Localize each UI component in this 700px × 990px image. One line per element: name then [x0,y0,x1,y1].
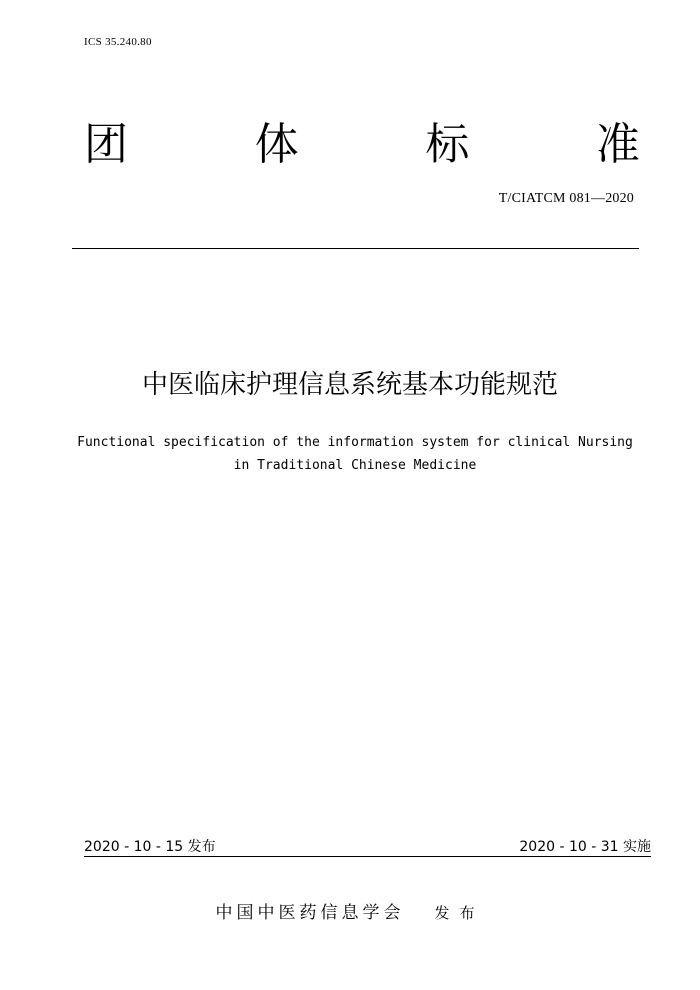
standard-type-char: 标 [425,119,470,170]
publisher-line [0,901,700,925]
standard-type-char: 体 [254,119,299,170]
document-title-english-line2: in Traditional Chinese Medicine [233,458,477,473]
document-title-chinese: 中医临床护理信息系统基本功能规范 [141,370,558,400]
document-title-english [60,431,650,477]
standard-number: T/CIATCM 081—2020 [498,191,634,206]
publish-date: 2020 - 10 - 15 发布 [84,839,216,855]
ics-code: ICS 35.240.80 [84,36,152,48]
standard-type-char: 准 [595,119,640,170]
standard-type-heading [84,113,640,177]
bottom-divider [84,856,651,857]
document-title-english-line1: Functional specification of the information system for clinical Nursing [77,435,633,450]
date-row [84,838,651,856]
publisher-name: 中国中医药信息学会 [215,903,405,923]
publisher-action: 发布 [434,904,485,922]
top-divider [72,248,639,249]
effective-date: 2020 - 10 - 31 实施 [519,839,651,855]
standard-type-char: 团 [84,119,128,170]
